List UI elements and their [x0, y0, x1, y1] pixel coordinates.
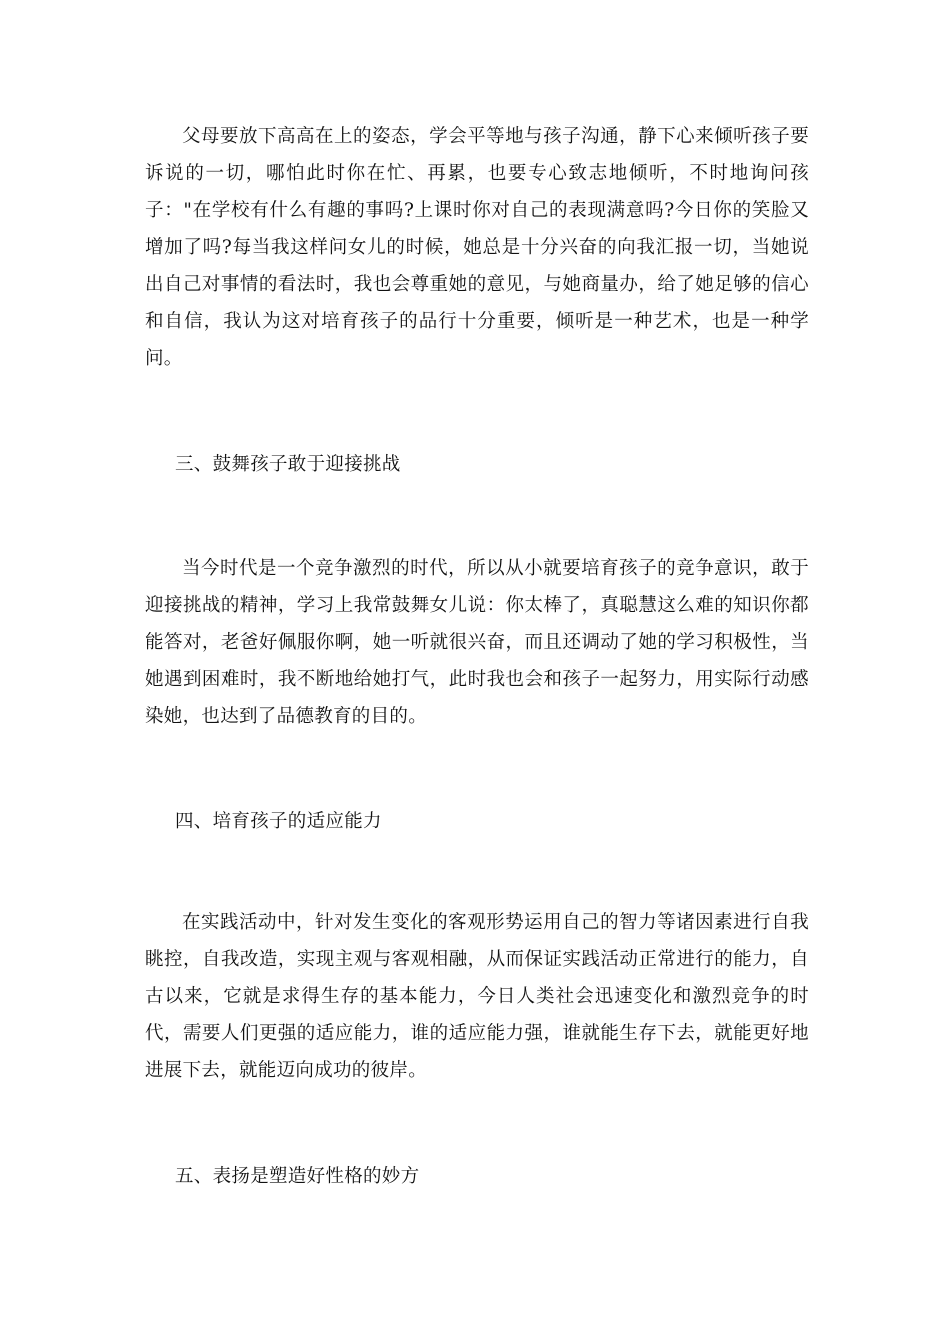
paragraph-challenge: 当今时代是一个竞争激烈的时代，所以从小就要培育孩子的竞争意识，敢于迎接挑战的精神，学习上我常鼓舞女儿说：你太棒了，真聪慧这么难的知识你都能答对，老爸好佩服你啊，她一听就很兴奋，而且还调动了她的学习积极性，当她遇到困难时，我不断地给她打气，此时我也会和孩子一起努力，用实际行动感染她，也达到了品德教育的目的。: [145, 558, 809, 727]
section-heading-5: 五、表扬是塑造好性格的妙方: [175, 1166, 420, 1187]
paragraph-adaptability: 在实践活动中，针对发生变化的客观形势运用自己的智力等诸因素进行自我眺控，自我改造，实现主观与客观相融，从而保证实践活动正常进行的能力，自古以来，它就是求得生存的基本能力，今日人类社会迅速变化和激烈竞争的时代，需要人们更强的适应能力，谁的适应能力强，谁就能生存下去，就能更好地进展下去，就能迈向成功的彼岸。: [145, 912, 809, 1081]
paragraph-listening: 父母要放下高高在上的姿态，学会平等地与孩子沟通，静下心来倾听孩子要诉说的一切，哪怕此时你在忙、再累，也要专心致志地倾听，不时地询问孩子："在学校有什么有趣的事吗?上课时你对自己的表现满意吗?今日你的笑脸又增加了吗?每当我这样问女儿的时候，她总是十分兴奋的向我汇报一切，当她说出自己对事情的看法时，我也会尊重她的意见，与她商量办，给了她足够的信心和自信，我认为这对培育孩子的品行十分重要，倾听是一种艺术，也是一种学问。: [145, 126, 809, 369]
section-heading-3: 三、鼓舞孩子敢于迎接挑战: [175, 454, 401, 475]
section-heading-4: 四、培育孩子的适应能力: [175, 811, 382, 832]
